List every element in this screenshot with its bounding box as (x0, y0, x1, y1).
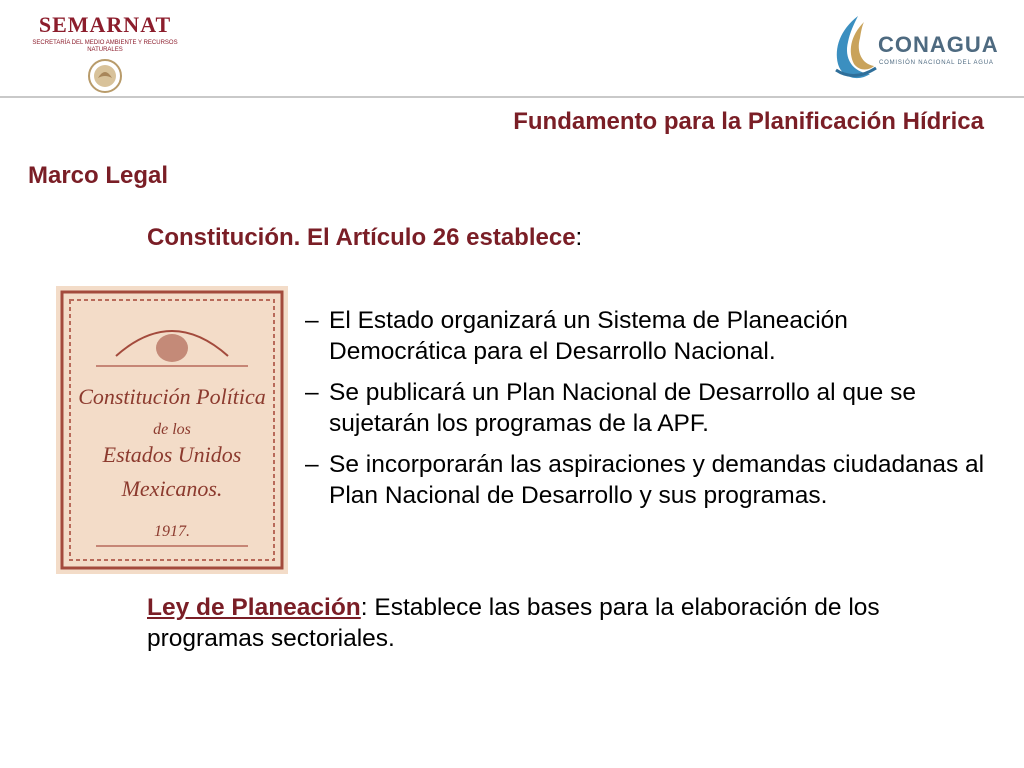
ley-planeacion-term: Ley de Planeación (147, 594, 361, 621)
cover-line-3: Estados Unidos (102, 442, 242, 467)
constitution-cover-image (56, 286, 288, 574)
bullet-item (305, 377, 985, 439)
eagle-seal-icon (87, 58, 123, 94)
ley-planeacion-paragraph (147, 592, 987, 654)
cover-line-1: Constitución Política (78, 384, 266, 409)
semarnat-logo-name: SEMARNAT (38, 12, 172, 37)
bullet-text: El Estado organizará un Sistema de Planeación Democrática para el Desarrollo Nacional. (329, 307, 848, 365)
slide-title: Fundamento para la Planificación Hídrica (513, 108, 984, 135)
conagua-logo-subtitle: COMISIÓN NACIONAL DEL AGUA (879, 60, 994, 66)
cover-line-2: de los (153, 421, 191, 438)
constitution-heading (147, 224, 582, 252)
bullet-text: Se incorporarán las aspiraciones y demandas ciudadanas al Plan Nacional de Desarrollo y sus programas. (329, 451, 985, 509)
bullet-dash: – (305, 379, 319, 406)
bullet-dash: – (305, 451, 319, 478)
bullet-dash: – (305, 307, 319, 334)
bullet-text: Se publicará un Plan Nacional de Desarrollo al que se sujetarán los programas de la APF. (329, 379, 916, 437)
semarnat-logo (30, 12, 180, 98)
cover-line-4: Mexicanos. (121, 476, 223, 501)
bullet-item (305, 449, 985, 511)
constitution-heading-text: Constitución. El Artículo 26 establece (147, 224, 576, 251)
conagua-logo-name: CONAGUA (878, 32, 999, 57)
water-drop-icon (830, 12, 878, 84)
section-heading: Marco Legal (28, 162, 169, 189)
cover-line-5: 1917. (154, 523, 190, 540)
semarnat-logo-subtitle: SECRETARÍA DEL MEDIO AMBIENTE Y RECURSOS NATURALES (32, 40, 178, 53)
article-26-bullets (305, 305, 985, 521)
header-divider (0, 96, 1024, 98)
ley-planeacion-text: : Establece las bases para la elaboración de los programas sectoriales. (147, 594, 880, 652)
conagua-logo (830, 12, 1020, 92)
bullet-item (305, 305, 985, 367)
constitution-heading-colon: : (575, 224, 583, 251)
